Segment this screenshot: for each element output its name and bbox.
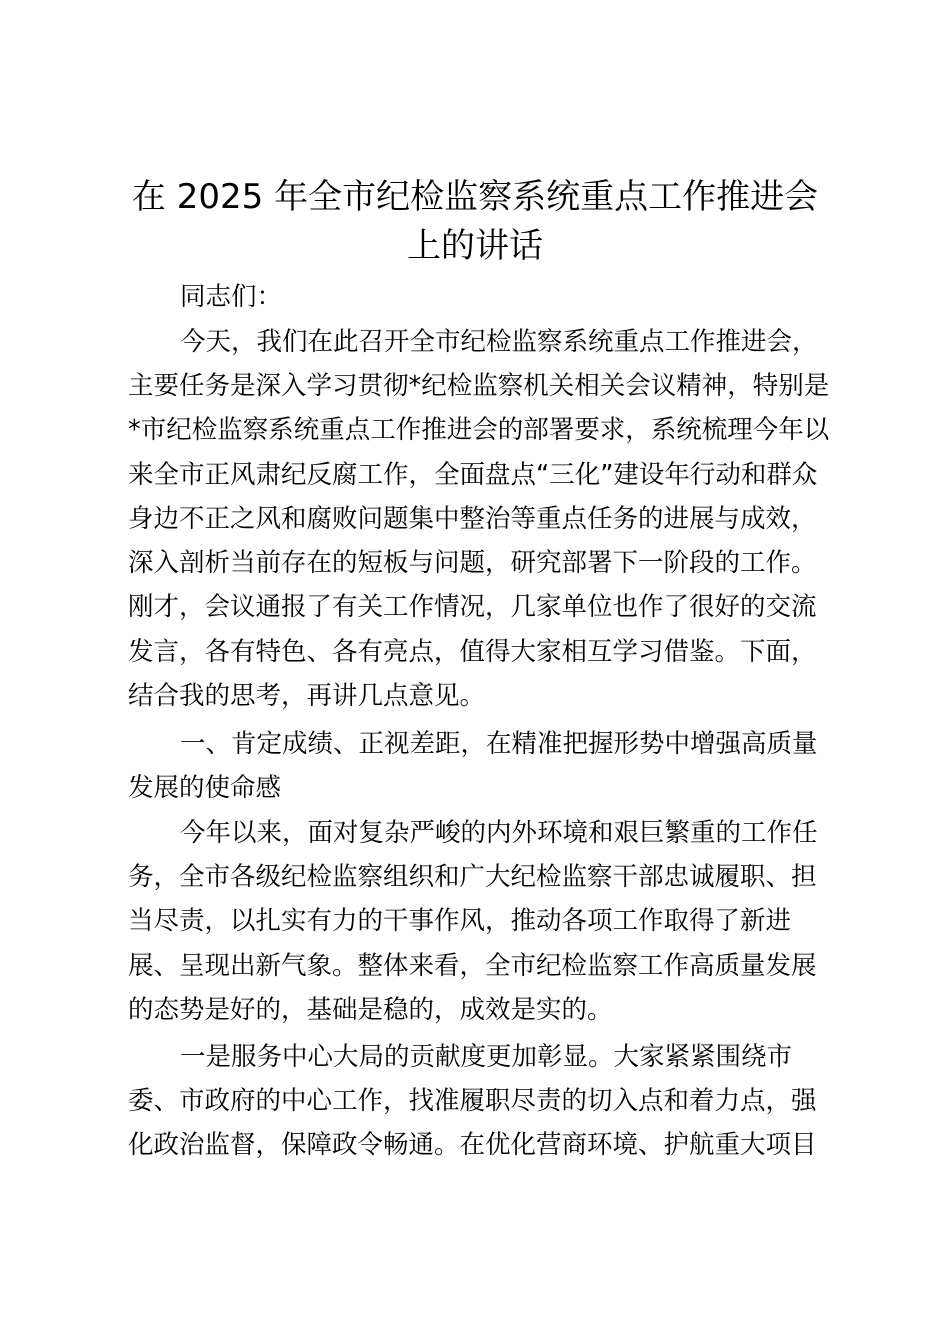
paragraph-line: *市纪检监察系统重点工作推进会的部署要求，系统梳理今年以 <box>128 415 830 445</box>
paragraph-line: 身边不正之风和腐败问题集中整治等重点任务的进展与成效， <box>128 504 817 534</box>
paragraph-line: 当尽责，以扎实有力的干事作风，推动各项工作取得了新进 <box>128 906 792 936</box>
paragraph-line: 发展的使命感 <box>128 773 282 803</box>
paragraph-line: 委、市政府的中心工作，找准履职尽责的切入点和着力点，强 <box>128 1086 817 1116</box>
paragraph-line: 一是服务中心大局的贡献度更加彰显。大家紧紧围绕市 <box>180 1042 793 1072</box>
paragraph-line: 发言，各有特色、各有亮点，值得大家相互学习借鉴。下面， <box>128 637 817 667</box>
paragraph-line: 刚才，会议通报了有关工作情况，几家单位也作了很好的交流 <box>128 592 817 622</box>
paragraph-line: 今天，我们在此召开全市纪检监察系统重点工作推进会， <box>180 327 818 357</box>
paragraph-line: 化政治监督，保障政令畅通。在优化营商环境、护航重大项目 <box>128 1130 817 1160</box>
paragraph-line: 结合我的思考，再讲几点意见。 <box>128 681 486 711</box>
paragraph-line: 今年以来，面对复杂严峻的内外环境和艰巨繁重的工作任 <box>180 818 818 848</box>
paragraph-line: 务，全市各级纪检监察组织和广大纪检监察干部忠诚履职、担 <box>128 862 817 892</box>
paragraph-line: 同志们： <box>180 282 283 312</box>
document-title-line-2: 上的讲话 <box>407 226 543 266</box>
paragraph-line: 来全市正风肃纪反腐工作，全面盘点“三化”建设年行动和群众 <box>128 460 818 490</box>
paragraph-line: 展、呈现出新气象。整体来看，全市纪检监察工作高质量发展 <box>128 951 817 981</box>
paragraph-line: 深入剖析当前存在的短板与问题，研究部署下一阶段的工作。 <box>128 548 817 578</box>
paragraph-line: 主要任务是深入学习贯彻*纪检监察机关相关会议精神，特别是 <box>128 371 830 401</box>
paragraph-line: 的态势是好的，基础是稳的，成效是实的。 <box>128 995 613 1025</box>
document-title-line-1: 在 2025 年全市纪检监察系统重点工作推进会 <box>131 177 819 217</box>
paragraph-line: 一、肯定成绩、正视差距，在精准把握形势中增强高质量 <box>180 729 818 759</box>
